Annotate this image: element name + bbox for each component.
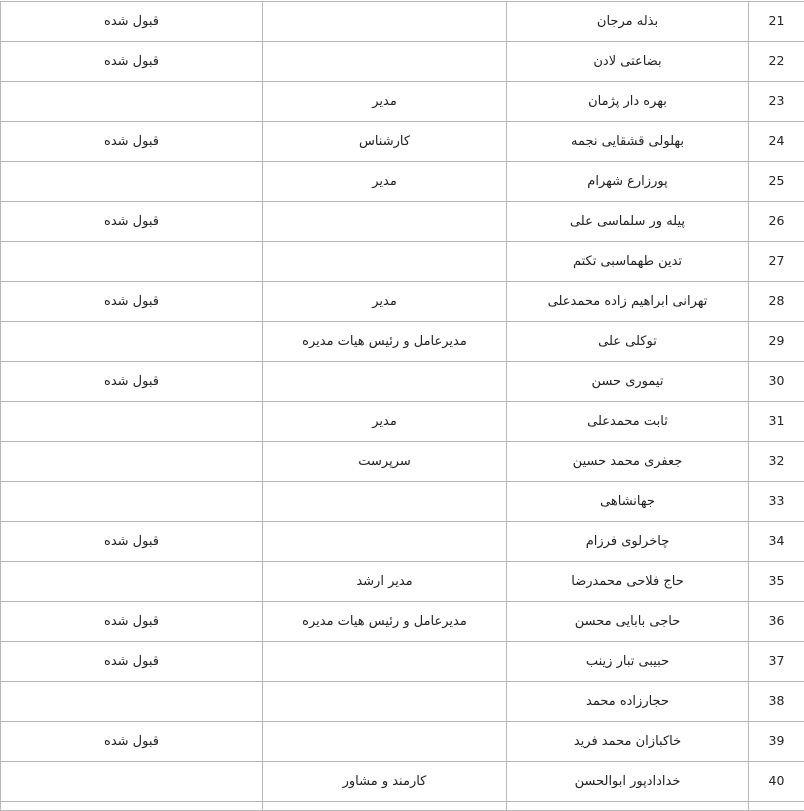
empty-cell <box>263 802 507 811</box>
status-cell: قبول شده <box>1 722 263 762</box>
name-cell: تدین طهماسبی تکتم <box>507 242 749 282</box>
name-cell: توکلی علی <box>507 322 749 362</box>
row-number-cell: 21 <box>749 2 804 42</box>
status-cell <box>1 762 263 802</box>
name-cell: حاجی بابایی محسن <box>507 602 749 642</box>
row-number-cell: 29 <box>749 322 804 362</box>
table-row <box>1 522 804 562</box>
name-cell: جهانشاهی <box>507 482 749 522</box>
name-cell: تیموری حسن <box>507 362 749 402</box>
name-cell: بذله مرجان <box>507 2 749 42</box>
table-row <box>1 242 804 282</box>
row-number-cell: 36 <box>749 602 804 642</box>
table-row <box>1 402 804 442</box>
table-row <box>1 602 804 642</box>
name-cell: حاج فلاحی محمدرضا <box>507 562 749 602</box>
name-cell: چاخرلوی فرزام <box>507 522 749 562</box>
row-number-cell: 32 <box>749 442 804 482</box>
table-row <box>1 682 804 722</box>
status-cell: قبول شده <box>1 282 263 322</box>
empty-cell <box>749 802 804 811</box>
name-cell: بضاعتی لادن <box>507 42 749 82</box>
table-row <box>1 442 804 482</box>
name-cell: پورزارع شهرام <box>507 162 749 202</box>
table-row <box>1 2 804 42</box>
status-cell: قبول شده <box>1 522 263 562</box>
name-cell: بهلولی قشقایی نجمه <box>507 122 749 162</box>
name-cell: حجارزاده محمد <box>507 682 749 722</box>
empty-cell <box>1 802 263 811</box>
status-cell: قبول شده <box>1 602 263 642</box>
row-number-cell: 23 <box>749 82 804 122</box>
row-number-cell: 27 <box>749 242 804 282</box>
row-number-cell: 28 <box>749 282 804 322</box>
role-cell: مدیر <box>263 82 507 122</box>
table-row <box>1 162 804 202</box>
role-cell <box>263 362 507 402</box>
role-cell <box>263 482 507 522</box>
table-row <box>1 642 804 682</box>
table-row <box>1 722 804 762</box>
status-cell: قبول شده <box>1 362 263 402</box>
name-cell: تهرانی ابراهیم زاده محمدعلی <box>507 282 749 322</box>
table-row <box>1 482 804 522</box>
status-cell <box>1 402 263 442</box>
status-cell: قبول شده <box>1 42 263 82</box>
name-cell: بهره دار پژمان <box>507 82 749 122</box>
table-row <box>1 762 804 802</box>
row-number-cell: 40 <box>749 762 804 802</box>
status-cell <box>1 82 263 122</box>
row-number-cell: 30 <box>749 362 804 402</box>
row-number-cell: 35 <box>749 562 804 602</box>
name-cell: ثابت محمدعلی <box>507 402 749 442</box>
name-cell: خدادادپور ابوالحسن <box>507 762 749 802</box>
role-cell: کارمند و مشاور <box>263 762 507 802</box>
row-number-cell: 37 <box>749 642 804 682</box>
status-cell <box>1 322 263 362</box>
status-cell <box>1 442 263 482</box>
role-cell: مدیر <box>263 282 507 322</box>
row-number-cell: 24 <box>749 122 804 162</box>
table-row <box>1 322 804 362</box>
role-cell <box>263 722 507 762</box>
status-cell: قبول شده <box>1 2 263 42</box>
table-row <box>1 282 804 322</box>
table-row <box>1 202 804 242</box>
role-cell <box>263 642 507 682</box>
row-number-cell: 39 <box>749 722 804 762</box>
row-number-cell: 31 <box>749 402 804 442</box>
role-cell <box>263 242 507 282</box>
role-cell: مدیر <box>263 402 507 442</box>
status-cell <box>1 682 263 722</box>
table-row <box>1 122 804 162</box>
role-cell: کارشناس <box>263 122 507 162</box>
role-cell <box>263 202 507 242</box>
name-cell: جعفری محمد حسین <box>507 442 749 482</box>
role-cell: سرپرست <box>263 442 507 482</box>
table-body <box>1 2 804 811</box>
participants-table <box>0 1 804 811</box>
table-row-cutoff <box>1 802 804 811</box>
row-number-cell: 22 <box>749 42 804 82</box>
table-row <box>1 562 804 602</box>
role-cell: مدیر <box>263 162 507 202</box>
status-cell <box>1 162 263 202</box>
name-cell: پیله ور سلماسی علی <box>507 202 749 242</box>
status-cell: قبول شده <box>1 642 263 682</box>
row-number-cell: 38 <box>749 682 804 722</box>
empty-cell <box>507 802 749 811</box>
row-number-cell: 34 <box>749 522 804 562</box>
role-cell: مدیرعامل و رئیس هیات مدیره <box>263 322 507 362</box>
table-row <box>1 82 804 122</box>
status-cell <box>1 242 263 282</box>
table-row <box>1 42 804 82</box>
role-cell <box>263 2 507 42</box>
status-cell: قبول شده <box>1 202 263 242</box>
role-cell: مدیرعامل و رئیس هیات مدیره <box>263 602 507 642</box>
name-cell: خاکبازان محمد فرید <box>507 722 749 762</box>
row-number-cell: 25 <box>749 162 804 202</box>
table-row <box>1 362 804 402</box>
role-cell <box>263 522 507 562</box>
status-cell <box>1 562 263 602</box>
row-number-cell: 26 <box>749 202 804 242</box>
role-cell <box>263 42 507 82</box>
role-cell: مدیر ارشد <box>263 562 507 602</box>
name-cell: حبیبی تبار زینب <box>507 642 749 682</box>
status-cell <box>1 482 263 522</box>
status-cell: قبول شده <box>1 122 263 162</box>
role-cell <box>263 682 507 722</box>
row-number-cell: 33 <box>749 482 804 522</box>
